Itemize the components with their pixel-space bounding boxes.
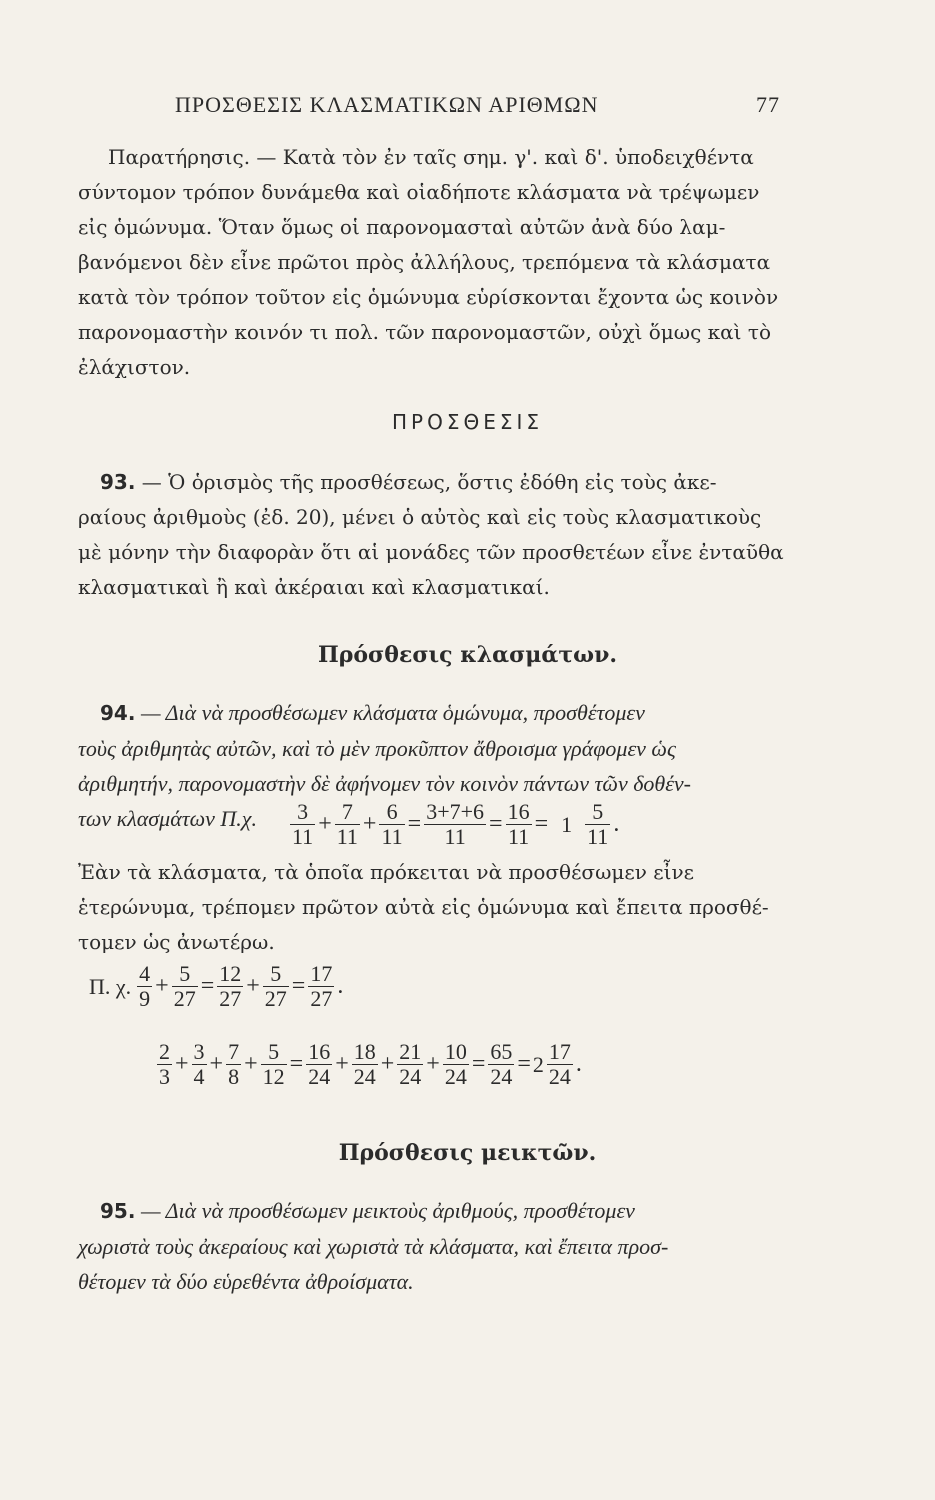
paragraph-number: 94.: [100, 701, 136, 725]
text-line: [78, 695, 768, 731]
text-span: — Διὰ νὰ προσθέσωμεν κλάσματα ὁμώνυμα, προσθέτομεν: [140, 700, 645, 725]
equals-sign: =: [534, 811, 549, 837]
numerator: 17: [548, 1039, 571, 1064]
fraction: [547, 1040, 573, 1089]
text-line: ραίους ἀριθμοὺς (ἐδ. 20), μένει ὁ αὐτὸς καὶ εἰς τοὺς κλασματικοὺς: [78, 505, 762, 529]
text-span: — Ὁ ὁρισμὸς τῆς προσθέσεως, ὅστις ἐδόθη εἰς τοὺς ἀκε-: [141, 470, 717, 494]
denominator: 11: [336, 824, 358, 849]
text-line: Ἐὰν τὰ κλάσματα, τὰ ὁποῖα πρόκειται νὰ προσθέσωμεν εἶνε: [78, 860, 694, 884]
plus-sign: +: [244, 1051, 258, 1077]
numerator: 5: [263, 962, 289, 987]
plus-sign: +: [380, 1051, 395, 1077]
text-line: Παρατήρησις. — Κατὰ τὸν ἐν ταῖς σημ. γ'. καὶ δ'. ὑποδειχθέντα: [108, 145, 754, 169]
denominator: 11: [587, 824, 609, 849]
equals-sign: =: [471, 1051, 486, 1077]
plus-sign: +: [175, 1051, 189, 1077]
subheading-mixed-addition: Πρόσθεσις μεικτῶν.: [338, 1140, 597, 1166]
fraction: [290, 800, 315, 849]
text-line: τομεν ὡς ἀνωτέρω.: [78, 930, 275, 954]
fraction: [137, 962, 152, 1011]
text-line: [78, 465, 768, 500]
text-line: σύντομον τρόπον δυνάμεθα καὶ οἱαδήποτε κλάσματα νὰ τρέψωμεν: [78, 180, 760, 204]
numerator: 21: [399, 1039, 422, 1064]
text-line: ἀριθμητήν, παρονομαστὴν δὲ ἀφήνομεν τὸν κοινὸν πάντων τῶν δοθέν-: [78, 771, 692, 796]
fraction: [226, 1040, 241, 1089]
period: .: [575, 1051, 582, 1077]
denominator: 11: [444, 824, 466, 849]
example-hetero-equation-2: [155, 1040, 583, 1089]
numerator: 2: [159, 1039, 170, 1064]
denominator: 4: [193, 1064, 205, 1089]
numerator: 16: [308, 1039, 331, 1064]
text-line: κατὰ τὸν τρόπον τοῦτον εἰς ὁμώνυμα εὑρίσκονται ἔχοντα ὡς κοινὸν: [78, 285, 779, 309]
fraction: [261, 1040, 287, 1089]
numerator: 12: [219, 961, 242, 986]
plus-sign: +: [335, 1051, 349, 1077]
denominator: 24: [308, 1064, 331, 1089]
subheading-fraction-addition: Πρόσθεσις κλασμάτων.: [317, 642, 618, 668]
paragraph-number: 93.: [100, 470, 136, 494]
page-title: ΠΡΟΣΘΕΣΙΣ ΚΛΑΣΜΑΤΙΚΩΝ ΑΡΙΘΜΩΝ: [175, 92, 599, 117]
fraction: [306, 1040, 332, 1089]
numerator: 4: [139, 961, 151, 986]
text-line: κλασματικαὶ ἢ καὶ ἀκέραιαι καὶ κλασματικαί.: [78, 575, 550, 599]
equals-sign: =: [291, 973, 306, 999]
denominator: 11: [381, 824, 403, 849]
text-line: των κλασμάτων Π.χ.: [78, 806, 257, 831]
remark-paragraph: [78, 140, 779, 385]
fraction: [443, 1040, 469, 1089]
plus-sign: +: [155, 973, 169, 999]
fraction: [424, 800, 486, 849]
equals-sign: =: [289, 1051, 304, 1077]
numerator: 7: [228, 1039, 240, 1064]
fraction: [379, 800, 404, 849]
numerator: 3+7+6: [426, 799, 485, 824]
denominator: 27: [219, 986, 242, 1011]
text-line: εἰς ὁμώνυμα. Ὅταν ὅμως οἱ παρονομασταὶ αὐτῶν ἀνὰ δύο λαμ-: [78, 215, 726, 239]
example-94-equation: [288, 800, 620, 849]
equals-sign: =: [407, 811, 422, 837]
equals-sign: =: [517, 1051, 531, 1077]
denominator: 8: [228, 1064, 240, 1089]
denominator: 3: [159, 1064, 170, 1089]
denominator: 27: [264, 986, 287, 1011]
fraction: [172, 962, 198, 1011]
paragraph-number: 95.: [100, 1199, 136, 1223]
text-line: ἑτερώνυμα, τρέπομεν πρῶτον αὐτὰ εἰς ὁμώνυμα καὶ ἔπειτα προσθέ-: [78, 895, 769, 919]
numerator: 17: [310, 961, 333, 986]
fraction: [352, 1040, 378, 1089]
paragraph-95: [78, 1193, 768, 1299]
whole-part: 1: [561, 811, 573, 837]
numerator: 3: [290, 800, 315, 825]
fraction: [506, 800, 532, 849]
plus-sign: +: [246, 973, 260, 999]
fraction: [397, 1040, 423, 1089]
section-title: ΠΡΟΣΘΕΣΙΣ: [391, 410, 544, 434]
example-hetero-equation-1: [88, 962, 344, 1011]
page-number: 77: [756, 92, 780, 117]
denominator: 11: [507, 824, 530, 849]
fraction: [192, 1040, 207, 1089]
text-line: θέτομεν τὰ δύο εὑρεθέντα ἀθροίσματα.: [78, 1269, 414, 1294]
fraction: [308, 962, 334, 1011]
plus-sign: +: [426, 1051, 440, 1077]
numerator: 10: [444, 1039, 467, 1064]
denominator: 11: [292, 824, 314, 849]
numerator: 6: [379, 800, 404, 825]
equals-sign: =: [200, 973, 215, 999]
denominator: 24: [353, 1064, 376, 1089]
numerator: 18: [353, 1039, 376, 1064]
fraction: [488, 1040, 514, 1089]
numerator: 7: [335, 800, 360, 825]
example-prefix: Π. χ.: [89, 973, 132, 999]
fraction: [335, 800, 360, 849]
numerator: 16: [507, 799, 530, 824]
plus-sign: +: [318, 811, 332, 837]
plus-sign: +: [209, 1051, 224, 1077]
text-span: — Διὰ νὰ προσθέσωμεν μεικτοὺς ἀριθμούς, προσθέτομεν: [140, 1198, 635, 1223]
denominator: 24: [444, 1064, 467, 1089]
paragraph-heteronymous: [78, 855, 768, 960]
text-line: ἐλάχιστον.: [78, 355, 191, 379]
denominator: 24: [399, 1064, 422, 1089]
text-line: παρονομαστὴν κοινόν τι πολ. τῶν παρονομαστῶν, οὐχὶ ὅμως καὶ τὸ: [78, 320, 771, 344]
numerator: 5: [172, 962, 198, 987]
numerator: 5: [585, 800, 610, 825]
text-line: τοὺς ἀριθμητὰς αὐτῶν, καὶ τὸ μὲν προκῦπτον ἄθροισμα γράφομεν ὡς: [78, 736, 676, 761]
period: .: [613, 811, 620, 837]
period: .: [337, 973, 344, 999]
fraction: [263, 962, 289, 1011]
equals-sign: =: [489, 811, 503, 837]
denominator: 27: [310, 986, 333, 1011]
whole-part: 2: [532, 1051, 544, 1077]
numerator: 3: [193, 1039, 205, 1064]
plus-sign: +: [362, 811, 377, 837]
denominator: 9: [139, 986, 151, 1011]
text-line: βανόμενοι δὲν εἶνε πρῶτοι πρὸς ἀλλήλους, τρεπόμενα τὰ κλάσματα: [78, 250, 771, 274]
denominator: 24: [490, 1064, 513, 1089]
denominator: 12: [262, 1064, 285, 1089]
fraction: [157, 1040, 172, 1089]
text-line: [78, 1193, 768, 1229]
fraction: [217, 962, 243, 1011]
numerator: 65: [490, 1039, 513, 1064]
text-line: χωριστὰ τοὺς ἀκεραίους καὶ χωριστὰ τὰ κλάσματα, καὶ ἔπειτα προσ-: [78, 1234, 669, 1259]
denominator: 27: [173, 986, 196, 1011]
text-line: μὲ μόνην τὴν διαφορὰν ὅτι αἱ μονάδες τῶν προσθετέων εἶνε ἐνταῦθα: [78, 540, 784, 564]
denominator: 24: [548, 1064, 571, 1089]
paragraph-93: [78, 465, 784, 605]
numerator: 5: [261, 1040, 287, 1065]
fraction: [585, 800, 610, 849]
